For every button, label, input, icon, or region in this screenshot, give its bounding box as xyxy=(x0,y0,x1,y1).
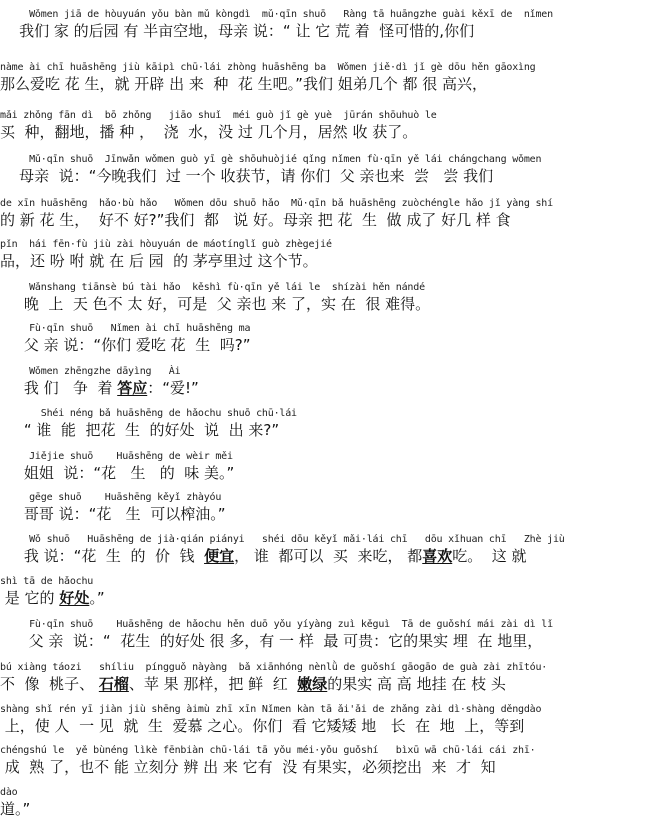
hanzi-row xyxy=(0,546,650,566)
hanzi-segment: 那么爱吃 花 生，就 开辟 出 来 种 花 生吧。”我们 姐弟几个 都 很 高兴， xyxy=(0,75,488,93)
text-line xyxy=(0,322,650,355)
hanzi-row xyxy=(0,588,650,608)
pinyin-row: mǎi zhǒng fān dì bō zhǒng jiāo shuǐ méi guò jǐ gè yuè jūrán shōuhuò le xyxy=(0,110,437,121)
hanzi-row xyxy=(0,251,650,271)
hanzi-segment: 父 亲 说：“你们 爱吃 花 生 吗?” xyxy=(0,336,251,354)
hanzi-segment: 的果实 高 高 地挂 在 枝 头 xyxy=(327,675,506,693)
pinyin-row: Wǒ shuō Huāshēng de jià·qián piányi shéi dōu kěyǐ mǎi·lái chī dōu xǐhuan chī Zhè jiù xyxy=(0,534,565,545)
vocab-underlined-word: 答应 xyxy=(117,379,148,397)
text-line xyxy=(0,407,650,440)
hanzi-row xyxy=(0,463,650,483)
hanzi-row xyxy=(0,166,650,186)
hanzi-segment: 道。” xyxy=(0,800,31,818)
pinyin-row: shì tā de hǎochu xyxy=(0,576,94,587)
text-line xyxy=(0,109,650,142)
text-line xyxy=(0,8,650,41)
hanzi-row xyxy=(0,674,650,694)
pinyin-row: de xīn huāshēng hǎo·bù hǎo Wǒmen dōu shuō hǎo Mǔ·qīn bǎ huāshēng zuòchéngle hǎo jǐ yàng shí xyxy=(0,198,553,209)
text-line xyxy=(0,786,650,819)
vocab-underlined-word: 便宜 xyxy=(204,547,235,565)
hanzi-row xyxy=(0,378,650,398)
hanzi-segment: 我 说：“花 生 的 价 钱 xyxy=(0,547,205,565)
pinyin-row: chéngshú le yě bùnéng lìkè fēnbiàn chū·lái tā yǒu méi·yǒu guǒshí bìxū wā chū·lái cái zhī· xyxy=(0,745,536,756)
hanzi-segment: ， 谁 都可以 买 来吃， 都 xyxy=(234,547,423,565)
hanzi-row xyxy=(0,757,650,777)
pinyin-row: shàng shǐ rén yī jiàn jiù shēng àimù zhī xīn Nǐmen kàn tā ǎi'ǎi de zhǎng zài dì·shàng děngdào xyxy=(0,704,542,715)
hanzi-segment: 上，使 人 一 见 就 生 爱慕 之心。你们 看 它矮矮 地 长 在 地 上，等到 xyxy=(0,717,525,735)
hanzi-segment: 母亲 说：“今晚我们 过 一个 收获节，请 你们 父 亲也来 尝 尝 我们 xyxy=(0,167,494,185)
hanzi-row xyxy=(0,294,650,314)
hanzi-row xyxy=(0,210,650,230)
text-line xyxy=(0,491,650,524)
pinyin-row: nàme ài chī huāshēng jiù kāipì chū·lái zhòng huāshēng ba Wǒmen jiě·dì jǐ gè dōu hěn gāoxìng xyxy=(0,62,536,73)
hanzi-segment: 晚 上 天 色不 太 好，可是 父 亲也 来 了，实 在 很 难得。 xyxy=(0,295,431,313)
hanzi-segment: 姐姐 说：“花 生 的 味 美。” xyxy=(0,464,235,482)
hanzi-segment: 的 新 花 生， 好不 好?”我们 都 说 好。母亲 把 花 生 做 成了 好几 样 食 xyxy=(0,211,511,229)
hanzi-segment: 不 像 桃子、 xyxy=(0,675,99,693)
pinyin-row: Wǒmen jiā de hòuyuán yǒu bàn mǔ kòngdì mǔ·qīn shuō Ràng tā huāngzhe guài kěxī de nǐmen xyxy=(0,9,553,20)
hanzi-row xyxy=(0,335,650,355)
hanzi-row xyxy=(0,74,650,94)
text-line xyxy=(0,744,650,777)
pinyin-row: pǐn hái fēn·fù jiù zài hòuyuán de máotínglǐ guò zhègejié xyxy=(0,239,332,250)
pinyin-row: Wǎnshang tiānsè bú tài hǎo kěshì fù·qīn yě lái le shízài hěn nándé xyxy=(0,282,425,293)
pinyin-row: Shéi néng bǎ huāshēng de hǎochu shuō chū·lái xyxy=(0,408,297,419)
text-line xyxy=(0,618,650,651)
hanzi-row xyxy=(0,420,650,440)
hanzi-segment: 我 们 争 着 xyxy=(0,379,118,397)
hanzi-segment: 我们 家 的后园 有 半亩空地，母亲 说：“ 让 它 荒 着 怪可惜的,你们 xyxy=(0,22,475,40)
pinyin-row: bú xiàng táozi shíliu píngguǒ nàyàng bǎ xiānhóng nènlǜ de guǒshí gāogāo de guà zài zhītóu· xyxy=(0,662,548,673)
hanzi-segment: 、苹 果 那样，把 鲜 红 xyxy=(128,675,298,693)
text-line xyxy=(0,153,650,186)
text-line xyxy=(0,533,650,566)
vocab-underlined-word: 嫩绿 xyxy=(297,675,328,693)
hanzi-row xyxy=(0,716,650,736)
text-line xyxy=(0,281,650,314)
hanzi-segment: 吃。 这 就 xyxy=(452,547,527,565)
hanzi-segment: “ 谁 能 把花 生 的好处 说 出 来?” xyxy=(0,421,280,439)
text-line xyxy=(0,661,650,694)
hanzi-segment: 。” xyxy=(89,589,105,607)
hanzi-segment: 成 熟 了，也不 能 立刻分 辨 出 来 它有 没 有果实，必须挖出 来 才 知 xyxy=(0,758,496,776)
pinyin-row: Fù·qīn shuō Huāshēng de hǎochu hěn duō yǒu yíyàng zuì kěguì Tā de guǒshí mái zài dì lǐ xyxy=(0,619,553,630)
hanzi-row xyxy=(0,122,650,142)
vocab-underlined-word: 好处 xyxy=(59,589,90,607)
pinyin-row: dào xyxy=(0,787,18,798)
text-line xyxy=(0,703,650,736)
hanzi-row xyxy=(0,504,650,524)
pinyin-row: Fù·qīn shuō Nǐmen ài chī huāshēng ma xyxy=(0,323,251,334)
vocab-underlined-word: 石榴 xyxy=(98,675,129,693)
hanzi-segment: 哥哥 说：“花 生 可以榨油。” xyxy=(0,505,226,523)
pinyin-row: gēge shuō Huāshēng kěyǐ zhàyóu xyxy=(0,492,222,503)
hanzi-row xyxy=(0,21,650,41)
hanzi-segment: 买 种，翻地，播 种 ， 浇 水，没 过 几个月，居然 收 获了。 xyxy=(0,123,418,141)
pinyin-row: Wǒmen zhēngzhe dāyìng Ài xyxy=(0,366,181,377)
pinyin-row: Mǔ·qīn shuō Jīnwǎn wǒmen guò yī gè shōuhuòjié qǐng nǐmen fù·qīn yě lái chángchang wǒmen xyxy=(0,154,542,165)
hanzi-row xyxy=(0,631,650,651)
hanzi-row xyxy=(0,799,650,819)
hanzi-segment: 父 亲 说：“ 花生 的好处 很 多，有 一 样 最 可贵：它的果实 埋 在 地里， xyxy=(0,632,543,650)
text-line xyxy=(0,238,650,271)
pinyin-row: Jiějie shuō Huāshēng de wèir měi xyxy=(0,451,233,462)
hanzi-segment: 是 它的 xyxy=(0,589,60,607)
text-line xyxy=(0,61,650,94)
hanzi-segment: 品，还 吩 咐 就 在 后 园 的 茅亭里过 这个节。 xyxy=(0,252,318,270)
text-line xyxy=(0,365,650,398)
text-line xyxy=(0,450,650,483)
vocab-underlined-word: 喜欢 xyxy=(422,547,453,565)
hanzi-segment: ：“爱!” xyxy=(147,379,199,397)
text-line xyxy=(0,575,650,608)
text-line xyxy=(0,197,650,230)
